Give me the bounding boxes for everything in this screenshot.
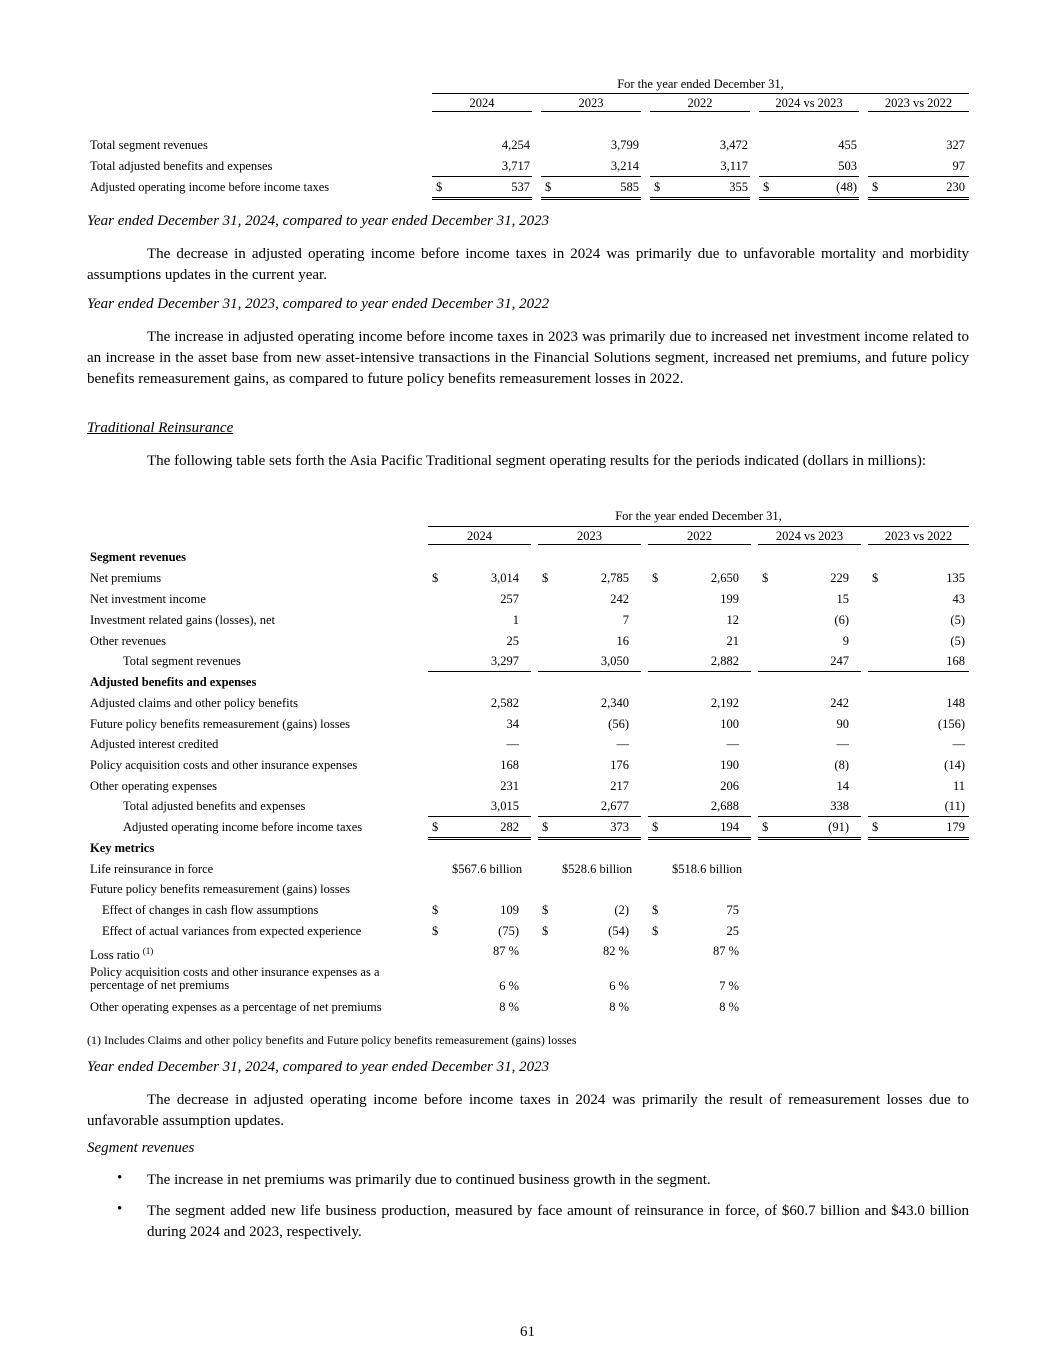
value-text: 2,650 <box>710 571 739 585</box>
cell-value <box>428 714 531 734</box>
cell-value <box>538 859 641 879</box>
table-row <box>0 859 1055 879</box>
cell-value <box>538 631 641 651</box>
table-row <box>0 734 1055 754</box>
cell-value <box>758 734 861 754</box>
cell-value <box>758 776 861 796</box>
row-label: Key metrics <box>90 841 155 855</box>
row-label: Total segment revenues <box>90 138 208 152</box>
row-label <box>123 651 241 671</box>
row-label-text: Net premiums <box>90 571 162 585</box>
section-title-row <box>0 547 1055 567</box>
cell-value <box>538 693 641 713</box>
value-text: (56) <box>608 717 629 731</box>
row-label-text: Adjusted operating income before income taxes <box>123 820 363 834</box>
cell-value <box>648 997 751 1017</box>
row-label <box>90 997 382 1017</box>
value-text: 148 <box>946 696 965 710</box>
row-label-text: Effect of changes in cash flow assumptions <box>102 903 319 917</box>
value-text: 179 <box>946 820 965 834</box>
value-text: 25 <box>506 634 519 648</box>
value-text: (91) <box>828 820 849 834</box>
value-text: 75 <box>726 903 739 917</box>
dollar-sign: $ <box>436 180 443 194</box>
table-row <box>0 997 1055 1017</box>
paragraph: The increase in adjusted operating income before income taxes in 2023 was primarily due to increased net investment income related to an increase in the asset base from new asset-intensive transactions in the Financial Solutions segment, increased net premiums, and future policy benefits remeasurement gains, as compared to future policy benefits remeasurement losses in 2022. <box>87 329 969 387</box>
cell-value <box>648 976 751 996</box>
cell-value <box>648 755 751 775</box>
cell-value <box>868 714 969 734</box>
table-row <box>0 900 1055 920</box>
row-label <box>90 734 218 754</box>
table-row <box>0 610 1055 630</box>
dollar-sign: $ <box>432 903 439 917</box>
value-text: (156) <box>937 717 965 731</box>
row-label: Segment revenues <box>90 550 186 564</box>
cell-value <box>648 921 751 941</box>
dollar-sign: $ <box>762 820 769 834</box>
cell-value <box>648 610 751 630</box>
cell-value <box>648 589 751 609</box>
cell-value <box>428 900 531 920</box>
row-label-text: Life reinsurance in force <box>90 862 214 876</box>
cell-value <box>428 796 531 817</box>
row-label-text: Future policy benefits remeasurement (gains) losses <box>90 717 350 731</box>
cell-value <box>538 610 641 630</box>
value-text: (75) <box>498 924 519 938</box>
value-text: 373 <box>610 820 629 834</box>
value-text: 176 <box>610 758 629 772</box>
cell-value <box>428 568 531 588</box>
value-text: — <box>726 737 739 751</box>
value-text: (11) <box>944 799 965 813</box>
value-text: 585 <box>620 180 639 194</box>
value-text: 87 % <box>712 944 739 958</box>
cell-value <box>648 859 751 879</box>
row-label-text: Effect of actual variances from expected experience <box>102 924 362 938</box>
table-row <box>0 796 1055 816</box>
row-label-text: Other operating expenses as a percentage of net premiums <box>90 1000 382 1014</box>
cell-value <box>648 941 751 961</box>
cell-value <box>868 755 969 775</box>
paragraph: The decrease in adjusted operating income before income taxes in 2024 was primarily the result of remeasurement losses due to unfavorable assumption updates. <box>87 1092 969 1129</box>
value-text: 2,785 <box>600 571 629 585</box>
bullet-marker: • <box>117 1170 123 1186</box>
cell-value <box>538 900 641 920</box>
cell-value <box>428 610 531 630</box>
value-text: (6) <box>834 613 849 627</box>
col-header-2024: 2024 <box>428 529 531 545</box>
cell-value <box>428 976 531 996</box>
cell-value <box>538 734 641 754</box>
cell-value <box>758 610 861 630</box>
value-text: (14) <box>944 758 965 772</box>
bullet-text: The segment added new life business production, measured by face amount of reinsurance in force, of $60.7 billion and $43.0 billion during 2024 and 2023, respectively. <box>147 1203 969 1240</box>
col-header-2024: 2024 <box>432 96 532 112</box>
paragraph: The following table sets forth the Asia Pacific Traditional segment operating results for the periods indicated (dollars in millions): <box>147 453 927 469</box>
cell-value: 3,472 <box>719 138 748 152</box>
row-label <box>90 631 166 651</box>
row-label <box>123 817 362 837</box>
value-text: 537 <box>511 180 530 194</box>
value-text: (2) <box>614 903 629 917</box>
dollar-sign: $ <box>542 903 549 917</box>
value-text: 257 <box>500 592 519 606</box>
section-heading: Year ended December 31, 2023, compared to year ended December 31, 2022 <box>87 296 550 312</box>
section-heading: Segment revenues <box>87 1140 195 1156</box>
row-label <box>90 714 350 734</box>
dollar-sign: $ <box>652 924 659 938</box>
row-label <box>102 921 361 941</box>
cell-value <box>538 941 641 961</box>
cell-value <box>648 631 751 651</box>
value-text: 97 <box>952 159 965 173</box>
cell-value <box>538 921 641 941</box>
value-text: 6 % <box>609 979 629 993</box>
paragraph: The decrease in adjusted operating income before income taxes in 2024 was primarily due to unfavorable mortality and morbidity assumptions updates in the current year. <box>87 246 969 283</box>
row-label-text: Net investment income <box>90 592 206 606</box>
table-row <box>0 817 1055 837</box>
row-label <box>123 796 305 816</box>
cell-value: 4,254 <box>501 138 530 152</box>
dollar-sign: $ <box>872 180 879 194</box>
value-text: 242 <box>610 592 629 606</box>
value-text: 168 <box>946 654 965 668</box>
value-text: 2,677 <box>600 799 629 813</box>
table-row <box>0 776 1055 796</box>
value-text: (48) <box>836 180 857 194</box>
value-text: 3,015 <box>490 799 519 813</box>
bullet-marker: • <box>117 1201 123 1217</box>
dollar-sign: $ <box>654 180 661 194</box>
value-text: 2,582 <box>490 696 519 710</box>
value-text: 135 <box>946 571 965 585</box>
value-text: 34 <box>506 717 519 731</box>
cell-value <box>758 817 861 840</box>
cell-value: 455 <box>838 138 857 152</box>
col-header-2024-vs-2023: 2024 vs 2023 <box>759 96 859 112</box>
value-text: 199 <box>720 592 739 606</box>
row-label <box>90 755 357 775</box>
value-text: 8 % <box>499 1000 519 1014</box>
value-text: 7 <box>622 613 629 627</box>
col-header-2023-vs-2022: 2023 vs 2022 <box>868 96 969 112</box>
cell-value <box>648 817 751 840</box>
value-text: 190 <box>720 758 739 772</box>
value-text: 8 % <box>609 1000 629 1014</box>
value-text: 21 <box>726 634 739 648</box>
cell-value <box>758 693 861 713</box>
value-text: 12 <box>726 613 739 627</box>
footnote: (1) Includes Claims and other policy benefits and Future policy benefits remeasurement (gains) losses <box>87 1033 577 1047</box>
value-text: 206 <box>720 779 739 793</box>
cell-value <box>758 714 861 734</box>
cell-value <box>758 755 861 775</box>
dollar-sign: $ <box>545 180 552 194</box>
value-text: — <box>506 737 519 751</box>
value-text: 15 <box>836 592 849 606</box>
col-header-2023-vs-2022: 2023 vs 2022 <box>868 529 969 545</box>
dollar-sign: $ <box>432 571 439 585</box>
footnote-ref: (1) <box>142 946 154 956</box>
dollar-sign: $ <box>763 180 770 194</box>
cell-value <box>648 568 751 588</box>
table-row <box>0 921 1055 941</box>
value-text: 100 <box>720 717 739 731</box>
cell-value <box>538 568 641 588</box>
value-text: 3,214 <box>610 159 639 173</box>
row-label: Future policy benefits remeasurement (gains) losses <box>90 882 350 896</box>
value-text: 8 % <box>719 1000 739 1014</box>
dollar-sign: $ <box>652 903 659 917</box>
cell-value <box>538 796 641 817</box>
value-text: 6 % <box>499 979 519 993</box>
value-text: 16 <box>616 634 629 648</box>
value-text: 242 <box>830 696 849 710</box>
cell-value <box>538 817 641 840</box>
value-text: (5) <box>950 634 965 648</box>
section-title-row <box>0 838 1055 858</box>
cell-value <box>868 796 969 817</box>
cell-value <box>428 651 531 672</box>
cell-value <box>758 589 861 609</box>
bullet-text: The increase in net premiums was primarily due to continued business growth in the segment. <box>147 1172 711 1188</box>
cell-value <box>428 755 531 775</box>
value-text: 217 <box>610 779 629 793</box>
table2-header-title: For the year ended December 31, <box>615 509 782 523</box>
dollar-sign: $ <box>432 924 439 938</box>
cell-value <box>428 941 531 961</box>
cell-value <box>648 796 751 817</box>
dollar-sign: $ <box>762 571 769 585</box>
section-title-row <box>0 672 1055 692</box>
value-text: 2,688 <box>710 799 739 813</box>
value-text: 25 <box>726 924 739 938</box>
cell-value <box>868 568 969 588</box>
row-label <box>90 693 298 713</box>
table-row <box>0 693 1055 713</box>
value-text: 3,117 <box>720 159 748 173</box>
value-text: 90 <box>836 717 849 731</box>
cell-value <box>868 776 969 796</box>
value-text: 168 <box>500 758 519 772</box>
value-text: 282 <box>500 820 519 834</box>
cell-value <box>428 776 531 796</box>
section-title-row <box>0 879 1055 899</box>
value-text: 355 <box>729 180 748 194</box>
row-label-text: Other operating expenses <box>90 779 218 793</box>
dollar-sign: $ <box>652 820 659 834</box>
value-text: — <box>836 737 849 751</box>
value-text: $567.6 billion <box>452 862 523 876</box>
row-label: Policy acquisition costs and other insurance expenses as a <box>90 965 380 979</box>
value-text: 231 <box>500 779 519 793</box>
dollar-sign: $ <box>432 820 439 834</box>
cell-value <box>868 589 969 609</box>
value-text: 2,192 <box>710 696 739 710</box>
cell-value <box>648 900 751 920</box>
value-text: 338 <box>830 799 849 813</box>
cell-value <box>538 776 641 796</box>
cell-value <box>538 976 641 996</box>
value-text: 503 <box>838 159 857 173</box>
col-header-2022: 2022 <box>650 96 750 112</box>
cell-value <box>868 734 969 754</box>
row-label: Adjusted operating income before income taxes <box>90 180 330 194</box>
cell-value <box>428 997 531 1017</box>
value-text: $528.6 billion <box>562 862 633 876</box>
row-label <box>102 900 318 920</box>
cell-value <box>538 651 641 672</box>
cell-value <box>538 755 641 775</box>
page-number: 61 <box>520 1324 535 1340</box>
row-label-text: Adjusted interest credited <box>90 737 219 751</box>
cell-value <box>648 651 751 672</box>
row-label <box>90 859 213 879</box>
cell-value: 327 <box>946 138 965 152</box>
row-label-text: Policy acquisition costs and other insurance expenses <box>90 758 358 772</box>
dollar-sign: $ <box>652 571 659 585</box>
cell-value <box>538 589 641 609</box>
value-text: 87 % <box>492 944 519 958</box>
value-text: 9 <box>842 634 849 648</box>
table-row <box>0 714 1055 734</box>
row-label-text: Total segment revenues <box>123 654 241 668</box>
value-text: 2,340 <box>600 696 629 710</box>
value-text: 230 <box>946 180 965 194</box>
row-label: Total adjusted benefits and expenses <box>90 159 273 173</box>
col-header-2023: 2023 <box>541 96 641 112</box>
cell-value: 3,799 <box>610 138 639 152</box>
value-text: 1 <box>512 613 519 627</box>
cell-value <box>648 734 751 754</box>
cell-value <box>868 610 969 630</box>
value-text: 3,014 <box>490 571 519 585</box>
value-text: 109 <box>500 903 519 917</box>
table-row <box>0 568 1055 588</box>
value-text: — <box>952 737 965 751</box>
cell-value <box>868 631 969 651</box>
dollar-sign: $ <box>542 571 549 585</box>
row-label <box>90 610 275 630</box>
row-label: Adjusted benefits and expenses <box>90 675 257 689</box>
value-text: (8) <box>834 758 849 772</box>
row-label <box>90 776 217 796</box>
dollar-sign: $ <box>872 820 879 834</box>
cell-value <box>868 817 969 840</box>
value-text: 11 <box>952 779 965 793</box>
section-heading: Year ended December 31, 2024, compared to year ended December 31, 2023 <box>87 213 550 229</box>
cell-value <box>428 921 531 941</box>
cell-value <box>648 693 751 713</box>
value-text: 3,717 <box>501 159 530 173</box>
cell-value <box>538 714 641 734</box>
row-label <box>90 568 161 588</box>
row-label-text: Investment related gains (losses), net <box>90 613 276 627</box>
value-text: 7 % <box>719 979 739 993</box>
cell-value <box>648 714 751 734</box>
value-text: 247 <box>830 654 849 668</box>
cell-value <box>758 651 861 672</box>
cell-value <box>428 589 531 609</box>
col-header-2022: 2022 <box>648 529 751 545</box>
table-row <box>0 631 1055 651</box>
table-row <box>0 589 1055 609</box>
row-label <box>90 941 153 961</box>
table-row <box>0 965 1055 996</box>
value-text: 82 % <box>602 944 629 958</box>
dollar-sign: $ <box>872 571 879 585</box>
value-text: 2,882 <box>710 654 739 668</box>
row-label-text: Adjusted claims and other policy benefits <box>90 696 298 710</box>
value-text: 14 <box>836 779 849 793</box>
row-label <box>90 589 206 609</box>
value-text: 229 <box>830 571 849 585</box>
table-row <box>0 651 1055 671</box>
cell-value <box>868 651 969 672</box>
cell-value <box>428 734 531 754</box>
value-text: — <box>616 737 629 751</box>
cell-value <box>648 776 751 796</box>
row-label-text: Other revenues <box>90 634 167 648</box>
cell-value <box>428 817 531 840</box>
cell-value <box>868 693 969 713</box>
table-row <box>0 941 1055 961</box>
cell-value <box>428 631 531 651</box>
row-label-text: Total adjusted benefits and expenses <box>123 799 306 813</box>
section-heading: Traditional Reinsurance <box>87 420 234 436</box>
value-text: $518.6 billion <box>672 862 743 876</box>
section-heading: Year ended December 31, 2024, compared to year ended December 31, 2023 <box>87 1059 550 1075</box>
value-text: 194 <box>720 820 739 834</box>
cell-value <box>428 693 531 713</box>
dollar-sign: $ <box>542 924 549 938</box>
value-text: 43 <box>952 592 965 606</box>
cell-value <box>758 796 861 817</box>
value-text: 3,050 <box>600 654 629 668</box>
table-row <box>0 755 1055 775</box>
col-header-2024-vs-2023: 2024 vs 2023 <box>758 529 861 545</box>
value-text: (5) <box>950 613 965 627</box>
value-text: 3,297 <box>490 654 519 668</box>
cell-value <box>758 631 861 651</box>
row-label: percentage of net premiums <box>90 978 230 992</box>
col-header-2023: 2023 <box>538 529 641 545</box>
table2-header-rule <box>428 526 969 527</box>
dollar-sign: $ <box>542 820 549 834</box>
cell-value <box>538 997 641 1017</box>
row-label-text: Loss ratio <box>90 948 140 963</box>
cell-value <box>758 568 861 588</box>
table1-header-title: For the year ended December 31, <box>617 77 784 91</box>
cell-value <box>428 859 531 879</box>
value-text: (54) <box>608 924 629 938</box>
